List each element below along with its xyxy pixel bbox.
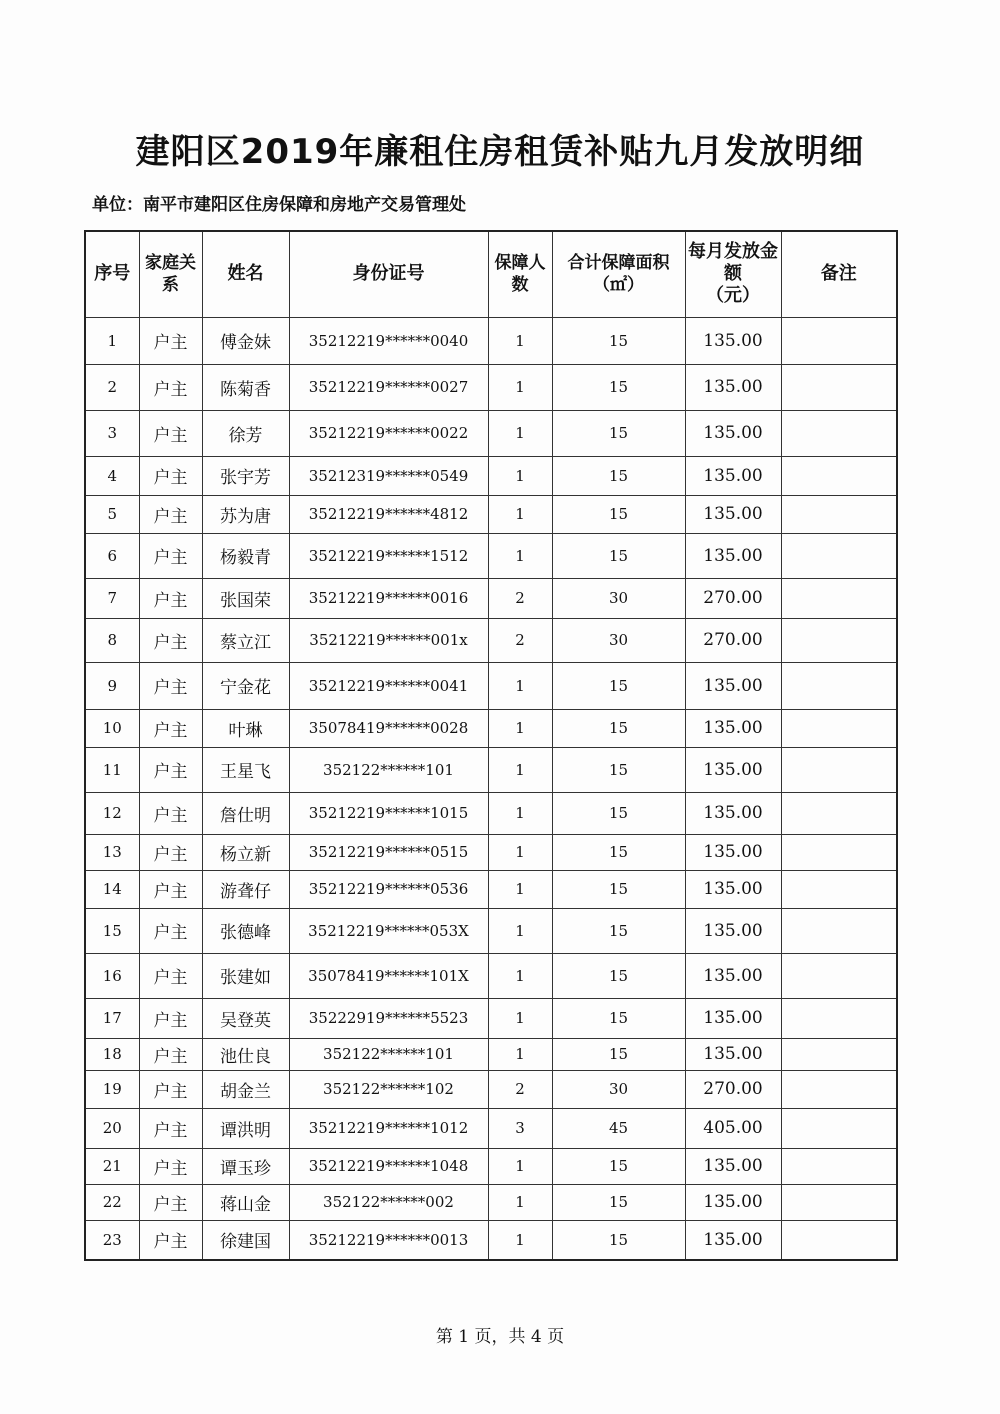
cell-area: 15 — [552, 456, 685, 495]
cell-name: 吴登英 — [202, 998, 289, 1038]
cell-name: 蒋山金 — [202, 1184, 289, 1220]
cell-area: 15 — [552, 908, 685, 953]
cell-relation: 户主 — [139, 998, 202, 1038]
cell-id: 35222919******5523 — [289, 998, 488, 1038]
table-row — [85, 317, 897, 364]
header-area-line2: （㎡） — [593, 275, 644, 296]
cell-seq: 18 — [85, 1038, 139, 1070]
header-relation: 家庭关系 — [139, 231, 202, 317]
table-row — [85, 792, 897, 834]
cell-area: 15 — [552, 953, 685, 998]
table-row — [85, 747, 897, 792]
cell-seq: 9 — [85, 662, 139, 709]
cell-name: 张建如 — [202, 953, 289, 998]
cell-seq: 7 — [85, 578, 139, 618]
cell-remark — [781, 1148, 897, 1184]
cell-relation: 户主 — [139, 364, 202, 410]
cell-id: 35212219******0040 — [289, 317, 488, 364]
table-row — [85, 870, 897, 908]
cell-id: 35212219******1012 — [289, 1108, 488, 1148]
cell-persons: 1 — [488, 317, 552, 364]
cell-name: 徐芳 — [202, 410, 289, 456]
cell-seq: 8 — [85, 618, 139, 662]
cell-name: 胡金兰 — [202, 1070, 289, 1108]
cell-area: 15 — [552, 709, 685, 747]
cell-persons: 1 — [488, 1220, 552, 1260]
cell-remark — [781, 618, 897, 662]
cell-name: 张宇芳 — [202, 456, 289, 495]
cell-relation: 户主 — [139, 410, 202, 456]
cell-amount: 135.00 — [685, 364, 781, 410]
cell-amount: 135.00 — [685, 456, 781, 495]
header-amount — [685, 231, 781, 317]
cell-area: 15 — [552, 1220, 685, 1260]
table-row — [85, 495, 897, 533]
cell-persons: 1 — [488, 1148, 552, 1184]
cell-name: 傅金妹 — [202, 317, 289, 364]
table-row — [85, 834, 897, 870]
cell-name: 蔡立江 — [202, 618, 289, 662]
cell-id: 35212219******4812 — [289, 495, 488, 533]
cell-persons: 1 — [488, 834, 552, 870]
cell-seq: 4 — [85, 456, 139, 495]
page-title: 建阳区2019年廉租住房租赁补贴九月发放明细 — [135, 132, 865, 172]
cell-remark — [781, 870, 897, 908]
table-row — [85, 998, 897, 1038]
cell-seq: 23 — [85, 1220, 139, 1260]
cell-amount: 135.00 — [685, 495, 781, 533]
cell-amount: 135.00 — [685, 834, 781, 870]
table-row — [85, 1108, 897, 1148]
cell-relation: 户主 — [139, 578, 202, 618]
cell-remark — [781, 410, 897, 456]
cell-relation: 户主 — [139, 792, 202, 834]
cell-name: 谭玉珍 — [202, 1148, 289, 1184]
cell-persons: 2 — [488, 618, 552, 662]
cell-id: 35212219******1512 — [289, 533, 488, 578]
cell-relation: 户主 — [139, 908, 202, 953]
cell-id: 35212219******0027 — [289, 364, 488, 410]
header-seq: 序号 — [85, 231, 139, 317]
cell-persons: 1 — [488, 998, 552, 1038]
cell-relation: 户主 — [139, 709, 202, 747]
cell-seq: 17 — [85, 998, 139, 1038]
cell-amount: 135.00 — [685, 1184, 781, 1220]
cell-amount: 135.00 — [685, 533, 781, 578]
cell-amount: 135.00 — [685, 870, 781, 908]
cell-name: 张德峰 — [202, 908, 289, 953]
table-row — [85, 533, 897, 578]
table-row — [85, 953, 897, 998]
table-header-row — [85, 231, 897, 317]
cell-seq: 10 — [85, 709, 139, 747]
cell-remark — [781, 953, 897, 998]
cell-name: 杨立新 — [202, 834, 289, 870]
cell-seq: 15 — [85, 908, 139, 953]
cell-id: 35212219******0022 — [289, 410, 488, 456]
subsidy-table — [84, 230, 898, 1261]
cell-persons: 1 — [488, 456, 552, 495]
unit-line: 单位：南平市建阳区住房保障和房地产交易管理处 — [92, 195, 466, 215]
cell-seq: 3 — [85, 410, 139, 456]
cell-area: 15 — [552, 1184, 685, 1220]
cell-area: 15 — [552, 870, 685, 908]
cell-amount: 405.00 — [685, 1108, 781, 1148]
table-row — [85, 908, 897, 953]
cell-relation: 户主 — [139, 1184, 202, 1220]
cell-name: 游聋仔 — [202, 870, 289, 908]
cell-persons: 1 — [488, 792, 552, 834]
cell-id: 352122******002 — [289, 1184, 488, 1220]
cell-persons: 1 — [488, 662, 552, 709]
cell-id: 35212219******0041 — [289, 662, 488, 709]
cell-area: 45 — [552, 1108, 685, 1148]
table-row — [85, 410, 897, 456]
cell-relation: 户主 — [139, 533, 202, 578]
cell-remark — [781, 998, 897, 1038]
cell-id: 35212319******0549 — [289, 456, 488, 495]
cell-area: 15 — [552, 533, 685, 578]
cell-relation: 户主 — [139, 870, 202, 908]
cell-name: 谭洪明 — [202, 1108, 289, 1148]
cell-seq: 2 — [85, 364, 139, 410]
cell-area: 15 — [552, 364, 685, 410]
cell-id: 35212219******0013 — [289, 1220, 488, 1260]
cell-seq: 5 — [85, 495, 139, 533]
cell-remark — [781, 317, 897, 364]
cell-area: 15 — [552, 747, 685, 792]
cell-remark — [781, 1108, 897, 1148]
cell-remark — [781, 1070, 897, 1108]
cell-seq: 1 — [85, 317, 139, 364]
cell-seq: 12 — [85, 792, 139, 834]
cell-relation: 户主 — [139, 834, 202, 870]
cell-area: 15 — [552, 792, 685, 834]
cell-remark — [781, 834, 897, 870]
cell-name: 苏为唐 — [202, 495, 289, 533]
cell-amount: 135.00 — [685, 747, 781, 792]
cell-relation: 户主 — [139, 1070, 202, 1108]
cell-amount: 135.00 — [685, 998, 781, 1038]
table-body — [85, 317, 897, 1260]
cell-name: 张国荣 — [202, 578, 289, 618]
cell-area: 15 — [552, 317, 685, 364]
cell-amount: 135.00 — [685, 410, 781, 456]
header-name: 姓名 — [202, 231, 289, 317]
cell-seq: 13 — [85, 834, 139, 870]
cell-area: 30 — [552, 578, 685, 618]
cell-area: 15 — [552, 998, 685, 1038]
table-row — [85, 1220, 897, 1260]
cell-name: 叶琳 — [202, 709, 289, 747]
cell-remark — [781, 1038, 897, 1070]
cell-area: 15 — [552, 662, 685, 709]
cell-persons: 2 — [488, 578, 552, 618]
cell-relation: 户主 — [139, 317, 202, 364]
cell-relation: 户主 — [139, 747, 202, 792]
cell-amount: 270.00 — [685, 578, 781, 618]
cell-area: 15 — [552, 1038, 685, 1070]
cell-relation: 户主 — [139, 1108, 202, 1148]
cell-persons: 1 — [488, 410, 552, 456]
cell-area: 15 — [552, 410, 685, 456]
cell-remark — [781, 908, 897, 953]
table-row — [85, 578, 897, 618]
cell-name: 宁金花 — [202, 662, 289, 709]
cell-seq: 11 — [85, 747, 139, 792]
cell-remark — [781, 578, 897, 618]
cell-amount: 135.00 — [685, 317, 781, 364]
cell-remark — [781, 747, 897, 792]
header-area — [552, 231, 685, 317]
cell-remark — [781, 1184, 897, 1220]
cell-relation: 户主 — [139, 953, 202, 998]
cell-persons: 1 — [488, 870, 552, 908]
cell-seq: 14 — [85, 870, 139, 908]
header-remark: 备注 — [781, 231, 897, 317]
cell-relation: 户主 — [139, 662, 202, 709]
table-row — [85, 364, 897, 410]
cell-remark — [781, 533, 897, 578]
cell-seq: 19 — [85, 1070, 139, 1108]
cell-name: 陈菊香 — [202, 364, 289, 410]
cell-name: 王星飞 — [202, 747, 289, 792]
cell-remark — [781, 495, 897, 533]
cell-remark — [781, 364, 897, 410]
cell-amount: 135.00 — [685, 908, 781, 953]
cell-amount: 135.00 — [685, 1148, 781, 1184]
cell-area: 30 — [552, 618, 685, 662]
cell-id: 35078419******101X — [289, 953, 488, 998]
page-footer: 第 1 页，共 4 页 — [435, 1327, 565, 1347]
cell-remark — [781, 709, 897, 747]
cell-relation: 户主 — [139, 1148, 202, 1184]
cell-persons: 3 — [488, 1108, 552, 1148]
cell-amount: 270.00 — [685, 618, 781, 662]
cell-persons: 1 — [488, 1038, 552, 1070]
cell-persons: 1 — [488, 1184, 552, 1220]
cell-name: 詹仕明 — [202, 792, 289, 834]
cell-name: 徐建国 — [202, 1220, 289, 1260]
cell-seq: 16 — [85, 953, 139, 998]
cell-id: 352122******101 — [289, 1038, 488, 1070]
cell-seq: 6 — [85, 533, 139, 578]
cell-id: 35212219******0515 — [289, 834, 488, 870]
cell-relation: 户主 — [139, 495, 202, 533]
table-row — [85, 1070, 897, 1108]
cell-area: 15 — [552, 834, 685, 870]
header-id: 身份证号 — [289, 231, 488, 317]
cell-relation: 户主 — [139, 1038, 202, 1070]
cell-persons: 1 — [488, 364, 552, 410]
cell-relation: 户主 — [139, 456, 202, 495]
table-row — [85, 662, 897, 709]
cell-area: 30 — [552, 1070, 685, 1108]
cell-seq: 20 — [85, 1108, 139, 1148]
cell-id: 35212219******001x — [289, 618, 488, 662]
table-row — [85, 709, 897, 747]
cell-persons: 1 — [488, 908, 552, 953]
cell-name: 杨毅青 — [202, 533, 289, 578]
cell-amount: 135.00 — [685, 953, 781, 998]
cell-amount: 135.00 — [685, 1038, 781, 1070]
cell-persons: 1 — [488, 709, 552, 747]
cell-remark — [781, 792, 897, 834]
cell-remark — [781, 1220, 897, 1260]
cell-amount: 135.00 — [685, 792, 781, 834]
cell-relation: 户主 — [139, 618, 202, 662]
cell-relation: 户主 — [139, 1220, 202, 1260]
header-persons: 保障人数 — [488, 231, 552, 317]
cell-id: 35212219******1048 — [289, 1148, 488, 1184]
cell-amount: 135.00 — [685, 1220, 781, 1260]
cell-area: 15 — [552, 495, 685, 533]
table-row — [85, 456, 897, 495]
cell-id: 35212219******0016 — [289, 578, 488, 618]
cell-area: 15 — [552, 1148, 685, 1184]
cell-persons: 2 — [488, 1070, 552, 1108]
cell-amount: 135.00 — [685, 662, 781, 709]
table-row — [85, 618, 897, 662]
cell-id: 35212219******1015 — [289, 792, 488, 834]
cell-id: 352122******102 — [289, 1070, 488, 1108]
cell-id: 352122******101 — [289, 747, 488, 792]
cell-id: 35212219******0536 — [289, 870, 488, 908]
cell-remark — [781, 662, 897, 709]
cell-persons: 1 — [488, 747, 552, 792]
header-area-line1: 合计保障面积 — [567, 253, 670, 274]
cell-persons: 1 — [488, 495, 552, 533]
header-amount-line2: （元） — [706, 285, 760, 307]
table-row — [85, 1148, 897, 1184]
table-row — [85, 1184, 897, 1220]
cell-persons: 1 — [488, 533, 552, 578]
cell-id: 35078419******0028 — [289, 709, 488, 747]
cell-amount: 270.00 — [685, 1070, 781, 1108]
cell-seq: 21 — [85, 1148, 139, 1184]
cell-amount: 135.00 — [685, 709, 781, 747]
cell-name: 池仕良 — [202, 1038, 289, 1070]
cell-seq: 22 — [85, 1184, 139, 1220]
cell-persons: 1 — [488, 953, 552, 998]
table-row — [85, 1038, 897, 1070]
cell-id: 35212219******053X — [289, 908, 488, 953]
cell-remark — [781, 456, 897, 495]
header-amount-line1: 每月发放金额 — [688, 241, 778, 285]
